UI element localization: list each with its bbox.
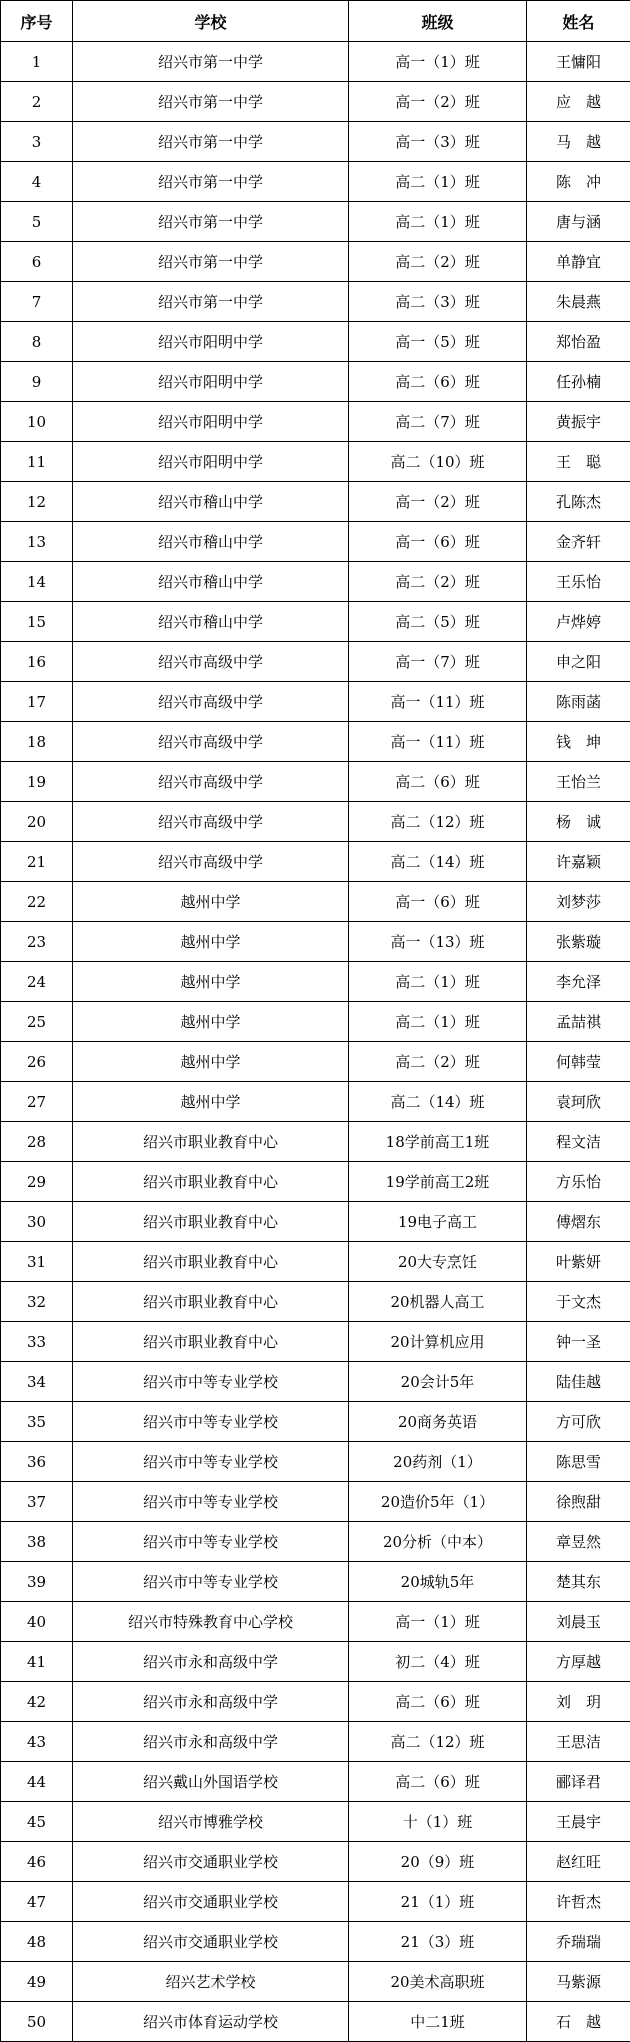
cell-serial-number: 19 <box>1 762 73 802</box>
table-row <box>1 482 630 522</box>
cell-student-name: 乔瑞瑞 <box>527 1922 630 1962</box>
header-class: 班级 <box>349 1 527 42</box>
cell-school: 绍兴市高级中学 <box>73 842 349 882</box>
cell-school: 绍兴市交通职业学校 <box>73 1842 349 1882</box>
cell-class: 20美术高职班 <box>349 1962 527 2002</box>
cell-serial-number: 2 <box>1 82 73 122</box>
cell-school: 绍兴市稽山中学 <box>73 522 349 562</box>
table-row <box>1 2002 630 2042</box>
cell-class: 中二1班 <box>349 2002 527 2042</box>
table-row <box>1 1482 630 1522</box>
cell-student-name: 郦译君 <box>527 1762 630 1802</box>
cell-class: 21（3）班 <box>349 1922 527 1962</box>
cell-serial-number: 18 <box>1 722 73 762</box>
cell-student-name: 应 越 <box>527 82 630 122</box>
cell-serial-number: 22 <box>1 882 73 922</box>
cell-student-name: 孟喆祺 <box>527 1002 630 1042</box>
cell-student-name: 钟一圣 <box>527 1322 630 1362</box>
cell-student-name: 王晨宇 <box>527 1802 630 1842</box>
cell-serial-number: 24 <box>1 962 73 1002</box>
header-student-name: 姓名 <box>527 1 630 42</box>
cell-class: 20机器人高工 <box>349 1282 527 1322</box>
cell-student-name: 于文杰 <box>527 1282 630 1322</box>
cell-serial-number: 49 <box>1 1962 73 2002</box>
table-row <box>1 1522 630 1562</box>
cell-class: 高二（7）班 <box>349 402 527 442</box>
cell-school: 绍兴市交通职业学校 <box>73 1922 349 1962</box>
cell-serial-number: 1 <box>1 42 73 82</box>
table-row <box>1 762 630 802</box>
cell-serial-number: 42 <box>1 1682 73 1722</box>
cell-serial-number: 36 <box>1 1442 73 1482</box>
cell-student-name: 陆佳越 <box>527 1362 630 1402</box>
table-row <box>1 122 630 162</box>
table-row <box>1 682 630 722</box>
cell-serial-number: 3 <box>1 122 73 162</box>
cell-school: 绍兴市第一中学 <box>73 42 349 82</box>
cell-school: 绍兴艺术学校 <box>73 1962 349 2002</box>
cell-school: 绍兴市中等专业学校 <box>73 1522 349 1562</box>
cell-school: 绍兴市特殊教育中心学校 <box>73 1602 349 1642</box>
cell-school: 绍兴市博雅学校 <box>73 1802 349 1842</box>
cell-school: 绍兴市第一中学 <box>73 82 349 122</box>
cell-serial-number: 30 <box>1 1202 73 1242</box>
table-row <box>1 802 630 842</box>
cell-school: 绍兴市中等专业学校 <box>73 1442 349 1482</box>
cell-school: 越州中学 <box>73 882 349 922</box>
cell-serial-number: 20 <box>1 802 73 842</box>
table-row <box>1 322 630 362</box>
cell-class: 20造价5年（1） <box>349 1482 527 1522</box>
table-row <box>1 642 630 682</box>
cell-student-name: 袁珂欣 <box>527 1082 630 1122</box>
cell-student-name: 叶紫妍 <box>527 1242 630 1282</box>
cell-school: 绍兴市中等专业学校 <box>73 1402 349 1442</box>
cell-class: 高一（5）班 <box>349 322 527 362</box>
cell-serial-number: 21 <box>1 842 73 882</box>
cell-school: 绍兴市阳明中学 <box>73 322 349 362</box>
cell-school: 绍兴市永和高级中学 <box>73 1682 349 1722</box>
cell-student-name: 王思洁 <box>527 1722 630 1762</box>
table-row <box>1 82 630 122</box>
cell-class: 高一（1）班 <box>349 42 527 82</box>
table-row <box>1 1682 630 1722</box>
cell-school: 绍兴市第一中学 <box>73 282 349 322</box>
cell-student-name: 卢烨婷 <box>527 602 630 642</box>
table-row <box>1 1002 630 1042</box>
table-row <box>1 1242 630 1282</box>
cell-school: 绍兴市第一中学 <box>73 242 349 282</box>
table-row <box>1 1562 630 1602</box>
cell-class: 20会计5年 <box>349 1362 527 1402</box>
cell-student-name: 朱晨燕 <box>527 282 630 322</box>
cell-student-name: 刘晨玉 <box>527 1602 630 1642</box>
cell-class: 高二（2）班 <box>349 1042 527 1082</box>
cell-class: 十（1）班 <box>349 1802 527 1842</box>
cell-class: 高二（1）班 <box>349 1002 527 1042</box>
cell-student-name: 黄振宇 <box>527 402 630 442</box>
table-row <box>1 362 630 402</box>
cell-school: 绍兴市第一中学 <box>73 162 349 202</box>
cell-class: 高一（7）班 <box>349 642 527 682</box>
cell-serial-number: 31 <box>1 1242 73 1282</box>
table-row <box>1 1802 630 1842</box>
cell-school: 绍兴市阳明中学 <box>73 402 349 442</box>
table-row <box>1 1602 630 1642</box>
table-row <box>1 1082 630 1122</box>
cell-serial-number: 6 <box>1 242 73 282</box>
cell-student-name: 楚其东 <box>527 1562 630 1602</box>
table-row <box>1 1282 630 1322</box>
cell-student-name: 金齐轩 <box>527 522 630 562</box>
cell-school: 越州中学 <box>73 1002 349 1042</box>
cell-class: 高一（6）班 <box>349 522 527 562</box>
cell-school: 绍兴市职业教育中心 <box>73 1122 349 1162</box>
cell-class: 高一（1）班 <box>349 1602 527 1642</box>
table-row <box>1 562 630 602</box>
cell-serial-number: 5 <box>1 202 73 242</box>
cell-serial-number: 14 <box>1 562 73 602</box>
table-row <box>1 202 630 242</box>
cell-school: 绍兴市第一中学 <box>73 122 349 162</box>
cell-student-name: 赵红旺 <box>527 1842 630 1882</box>
cell-class: 20药剂（1） <box>349 1442 527 1482</box>
header-serial-number: 序号 <box>1 1 73 42</box>
cell-serial-number: 33 <box>1 1322 73 1362</box>
cell-class: 20大专烹饪 <box>349 1242 527 1282</box>
cell-school: 绍兴市体育运动学校 <box>73 2002 349 2042</box>
cell-student-name: 石 越 <box>527 2002 630 2042</box>
cell-student-name: 钱 坤 <box>527 722 630 762</box>
table-row <box>1 882 630 922</box>
cell-serial-number: 44 <box>1 1762 73 1802</box>
cell-class: 高二（1）班 <box>349 202 527 242</box>
cell-serial-number: 10 <box>1 402 73 442</box>
cell-student-name: 郑怡盈 <box>527 322 630 362</box>
cell-serial-number: 38 <box>1 1522 73 1562</box>
cell-serial-number: 41 <box>1 1642 73 1682</box>
cell-student-name: 任孙楠 <box>527 362 630 402</box>
table-row <box>1 402 630 442</box>
table-row <box>1 442 630 482</box>
table-row <box>1 242 630 282</box>
table-body <box>1 42 630 2042</box>
cell-serial-number: 39 <box>1 1562 73 1602</box>
cell-class: 21（1）班 <box>349 1882 527 1922</box>
cell-serial-number: 16 <box>1 642 73 682</box>
cell-class: 高二（6）班 <box>349 1682 527 1722</box>
cell-school: 绍兴市中等专业学校 <box>73 1482 349 1522</box>
cell-student-name: 许哲杰 <box>527 1882 630 1922</box>
cell-serial-number: 37 <box>1 1482 73 1522</box>
cell-school: 越州中学 <box>73 1042 349 1082</box>
cell-class: 20城轨5年 <box>349 1562 527 1602</box>
cell-student-name: 刘 玥 <box>527 1682 630 1722</box>
cell-student-name: 李允泽 <box>527 962 630 1002</box>
table-row <box>1 1642 630 1682</box>
cell-class: 高二（1）班 <box>349 162 527 202</box>
cell-school: 绍兴市职业教育中心 <box>73 1202 349 1242</box>
cell-student-name: 方可欣 <box>527 1402 630 1442</box>
cell-student-name: 刘梦莎 <box>527 882 630 922</box>
cell-class: 高二（6）班 <box>349 762 527 802</box>
cell-school: 绍兴市交通职业学校 <box>73 1882 349 1922</box>
cell-class: 20分析（中本） <box>349 1522 527 1562</box>
cell-student-name: 傅熠东 <box>527 1202 630 1242</box>
table-row <box>1 522 630 562</box>
table-row <box>1 162 630 202</box>
cell-class: 高二（5）班 <box>349 602 527 642</box>
cell-class: 高一（13）班 <box>349 922 527 962</box>
cell-serial-number: 47 <box>1 1882 73 1922</box>
table-row <box>1 1122 630 1162</box>
cell-student-name: 张紫璇 <box>527 922 630 962</box>
table-row <box>1 602 630 642</box>
cell-serial-number: 28 <box>1 1122 73 1162</box>
table-row <box>1 1402 630 1442</box>
cell-student-name: 王怡兰 <box>527 762 630 802</box>
cell-serial-number: 7 <box>1 282 73 322</box>
cell-school: 越州中学 <box>73 962 349 1002</box>
cell-class: 高二（12）班 <box>349 802 527 842</box>
cell-student-name: 单静宜 <box>527 242 630 282</box>
table-row <box>1 722 630 762</box>
cell-school: 绍兴市高级中学 <box>73 642 349 682</box>
cell-school: 绍兴市职业教育中心 <box>73 1282 349 1322</box>
cell-serial-number: 50 <box>1 2002 73 2042</box>
cell-serial-number: 32 <box>1 1282 73 1322</box>
cell-class: 高二（14）班 <box>349 842 527 882</box>
cell-serial-number: 4 <box>1 162 73 202</box>
cell-serial-number: 11 <box>1 442 73 482</box>
table-row <box>1 1762 630 1802</box>
cell-class: 20计算机应用 <box>349 1322 527 1362</box>
cell-class: 19电子高工 <box>349 1202 527 1242</box>
cell-serial-number: 29 <box>1 1162 73 1202</box>
cell-student-name: 程文洁 <box>527 1122 630 1162</box>
header-row <box>1 1 630 42</box>
table-row <box>1 1362 630 1402</box>
cell-school: 绍兴市中等专业学校 <box>73 1362 349 1402</box>
table-header <box>1 1 630 42</box>
cell-class: 20商务英语 <box>349 1402 527 1442</box>
cell-school: 绍兴市永和高级中学 <box>73 1722 349 1762</box>
cell-serial-number: 25 <box>1 1002 73 1042</box>
cell-student-name: 杨 诚 <box>527 802 630 842</box>
cell-school: 绍兴市高级中学 <box>73 722 349 762</box>
cell-class: 高一（11）班 <box>349 682 527 722</box>
cell-class: 高一（6）班 <box>349 882 527 922</box>
table-row <box>1 1042 630 1082</box>
cell-school: 绍兴市职业教育中心 <box>73 1242 349 1282</box>
cell-student-name: 许嘉颖 <box>527 842 630 882</box>
table-row <box>1 1202 630 1242</box>
cell-class: 高二（1）班 <box>349 962 527 1002</box>
cell-school: 越州中学 <box>73 922 349 962</box>
cell-serial-number: 48 <box>1 1922 73 1962</box>
header-school: 学校 <box>73 1 349 42</box>
cell-serial-number: 23 <box>1 922 73 962</box>
cell-serial-number: 46 <box>1 1842 73 1882</box>
cell-school: 绍兴市第一中学 <box>73 202 349 242</box>
cell-school: 绍兴市永和高级中学 <box>73 1642 349 1682</box>
cell-class: 高二（14）班 <box>349 1082 527 1122</box>
cell-student-name: 徐煦甜 <box>527 1482 630 1522</box>
cell-class: 初二（4）班 <box>349 1642 527 1682</box>
cell-serial-number: 9 <box>1 362 73 402</box>
cell-student-name: 王慵阳 <box>527 42 630 82</box>
cell-serial-number: 27 <box>1 1082 73 1122</box>
cell-school: 绍兴市高级中学 <box>73 682 349 722</box>
table-row <box>1 842 630 882</box>
cell-class: 高二（6）班 <box>349 1762 527 1802</box>
cell-student-name: 马紫源 <box>527 1962 630 2002</box>
cell-class: 高二（12）班 <box>349 1722 527 1762</box>
cell-student-name: 陈思雪 <box>527 1442 630 1482</box>
cell-serial-number: 35 <box>1 1402 73 1442</box>
cell-school: 绍兴市阳明中学 <box>73 442 349 482</box>
cell-school: 绍兴市稽山中学 <box>73 482 349 522</box>
cell-school: 绍兴市阳明中学 <box>73 362 349 402</box>
cell-class: 高一（11）班 <box>349 722 527 762</box>
table-row <box>1 1882 630 1922</box>
cell-student-name: 孔陈杰 <box>527 482 630 522</box>
cell-student-name: 王 聪 <box>527 442 630 482</box>
table-row <box>1 282 630 322</box>
cell-student-name: 章昱然 <box>527 1522 630 1562</box>
cell-serial-number: 8 <box>1 322 73 362</box>
cell-student-name: 王乐怡 <box>527 562 630 602</box>
table-row <box>1 1162 630 1202</box>
cell-serial-number: 26 <box>1 1042 73 1082</box>
cell-student-name: 何韩莹 <box>527 1042 630 1082</box>
cell-serial-number: 15 <box>1 602 73 642</box>
cell-class: 20（9）班 <box>349 1842 527 1882</box>
cell-student-name: 陈雨菡 <box>527 682 630 722</box>
cell-class: 高二（2）班 <box>349 562 527 602</box>
cell-school: 绍兴市高级中学 <box>73 762 349 802</box>
cell-school: 绍兴市职业教育中心 <box>73 1162 349 1202</box>
cell-serial-number: 17 <box>1 682 73 722</box>
cell-student-name: 方厚越 <box>527 1642 630 1682</box>
cell-class: 高一（3）班 <box>349 122 527 162</box>
cell-serial-number: 40 <box>1 1602 73 1642</box>
cell-school: 绍兴市稽山中学 <box>73 602 349 642</box>
table-row <box>1 922 630 962</box>
cell-student-name: 唐与涵 <box>527 202 630 242</box>
cell-school: 绍兴市稽山中学 <box>73 562 349 602</box>
cell-student-name: 马 越 <box>527 122 630 162</box>
cell-serial-number: 13 <box>1 522 73 562</box>
table-row <box>1 1722 630 1762</box>
cell-student-name: 申之阳 <box>527 642 630 682</box>
table-row <box>1 1962 630 2002</box>
table-row <box>1 1842 630 1882</box>
table-row <box>1 42 630 82</box>
cell-class: 高二（6）班 <box>349 362 527 402</box>
cell-class: 高一（2）班 <box>349 82 527 122</box>
cell-student-name: 方乐怡 <box>527 1162 630 1202</box>
cell-school: 绍兴市职业教育中心 <box>73 1322 349 1362</box>
cell-serial-number: 34 <box>1 1362 73 1402</box>
cell-class: 高二（10）班 <box>349 442 527 482</box>
cell-school: 越州中学 <box>73 1082 349 1122</box>
cell-class: 高二（2）班 <box>349 242 527 282</box>
cell-class: 18学前高工1班 <box>349 1122 527 1162</box>
table-row <box>1 1322 630 1362</box>
cell-class: 高二（3）班 <box>349 282 527 322</box>
table-row <box>1 1922 630 1962</box>
cell-school: 绍兴戴山外国语学校 <box>73 1762 349 1802</box>
cell-school: 绍兴市中等专业学校 <box>73 1562 349 1602</box>
table-row <box>1 962 630 1002</box>
cell-serial-number: 12 <box>1 482 73 522</box>
cell-class: 高一（2）班 <box>349 482 527 522</box>
table-row <box>1 1442 630 1482</box>
cell-class: 19学前高工2班 <box>349 1162 527 1202</box>
cell-serial-number: 43 <box>1 1722 73 1762</box>
cell-school: 绍兴市高级中学 <box>73 802 349 842</box>
cell-student-name: 陈 冲 <box>527 162 630 202</box>
cell-serial-number: 45 <box>1 1802 73 1842</box>
